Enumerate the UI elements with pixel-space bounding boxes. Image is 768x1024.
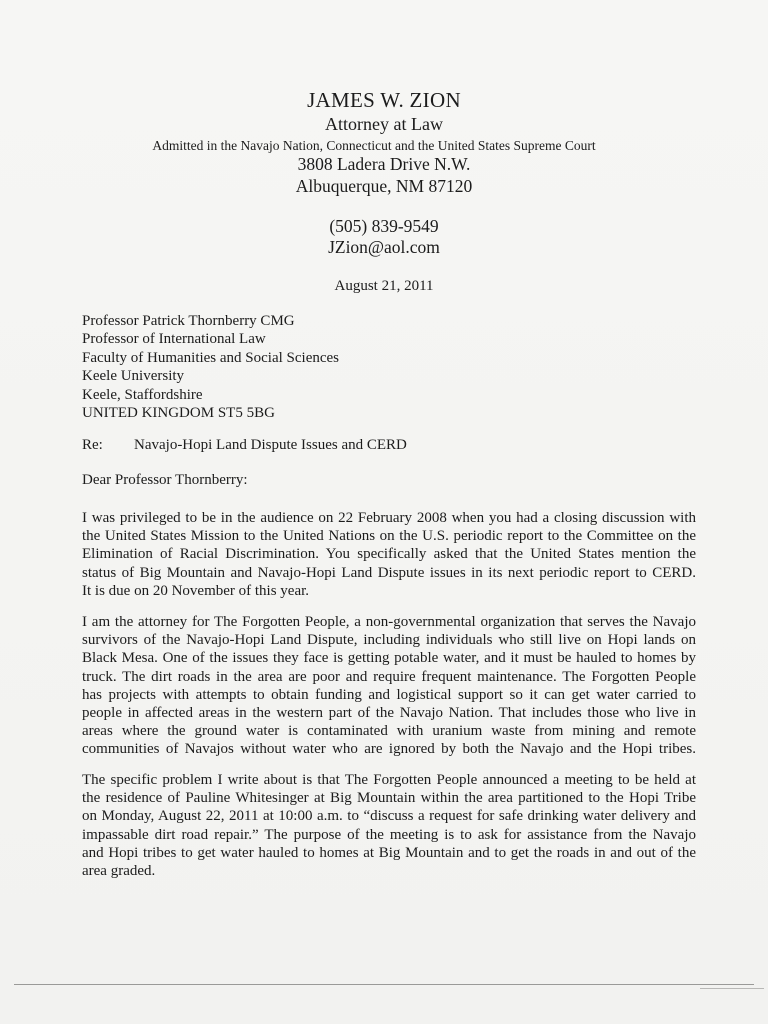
subject-text: Navajo-Hopi Land Dispute Issues and CERD [134,437,407,453]
letterhead-title: Attorney at Law [325,114,443,134]
paragraph-line: the United States Mission to the United Nations on the U.S. periodic report to the Committee on the [82,528,696,545]
paragraph-line: It is due on 20 November of this year. [82,582,310,599]
paragraph-line: status of Big Mountain and Navajo-Hopi Land Dispute issues in its next periodic report to CERD. [82,564,696,581]
paragraph-line: impassable dirt road repair.” The purpose of the meeting is to ask for assistance from the Navajo [82,826,696,843]
paragraph-line: the residence of Pauline Whitesinger at Big Mountain within the area partitioned to the Hopi Tribe [82,790,696,807]
paragraph-line: on Monday, August 22, 2011 at 10:00 a.m. to “discuss a request for safe drinking water delivery and [82,808,696,825]
paragraph-line: area graded. [82,863,156,880]
page-edge-line [700,988,764,989]
letterhead-admitted: Admitted in the Navajo Nation, Connecticut and the United States Supreme Court [152,138,596,153]
paragraph-line: Elimination of Racial Discrimination. You specifically asked that the United States mention the [82,546,696,563]
recipient-line: UNITED KINGDOM ST5 5BG [82,405,275,422]
paragraph-line: The specific problem I write about is that The Forgotten People announced a meeting to be held at [82,772,696,788]
page-edge-line [14,984,754,985]
salutation: Dear Professor Thornberry: [82,472,248,488]
letterhead-name: JAMES W. ZION [307,88,461,112]
letter-date: August 21, 2011 [334,278,434,294]
letterhead-address-line2: Albuquerque, NM 87120 [295,176,473,196]
recipient-address [82,312,339,422]
recipient-line: Professor of International Law [82,331,266,348]
body-paragraph-2 [82,613,696,759]
paragraph-line: I am the attorney for The Forgotten People, a non-governmental organization that serves the Navajo [82,614,696,630]
subject-label: Re: [82,437,103,453]
paragraph-line: communities of Navajos without water who are ignored by both the Navajo and the Hopi tribes. [82,741,696,758]
paragraph-line: has projects with attempts to obtain funding and logistical support so it can get water carried to [82,686,696,703]
body-paragraph-3 [82,771,696,880]
recipient-line: Keele, Staffordshire [82,386,203,403]
letterhead-phone: (505) 839-9549 [329,216,439,236]
letterhead-address-line1: 3808 Ladera Drive N.W. [297,154,471,174]
letterhead-email: JZion@aol.com [328,237,440,257]
subject-line [82,437,407,454]
paragraph-line: people in affected areas in the western part of the Navajo Nation. That includes those who live in [82,705,696,722]
paragraph-line: Black Mesa. One of the issues they face is getting potable water, and it must be hauled to homes by [82,650,696,667]
recipient-line: Faculty of Humanities and Social Sciences [82,349,340,366]
body-paragraph-1 [82,509,696,600]
paragraph-line: truck. The dirt roads in the area are poor and require frequent maintenance. The Forgotten People [82,668,696,685]
paragraph-line: areas where the ground water is contaminated with uranium waste from mining and remote [82,723,696,740]
paragraph-line: I was privileged to be in the audience on 22 February 2008 when you had a closing discussion with [82,510,696,526]
recipient-line: Keele University [82,368,185,385]
paragraph-line: and Hopi tribes to get water hauled to homes at Big Mountain and to get the roads in and out of the [82,844,696,861]
paragraph-line: survivors of the Navajo-Hopi Land Dispute, including individuals who still live on Hopi lands on [82,632,696,649]
recipient-line: Professor Patrick Thornberry CMG [82,313,295,329]
